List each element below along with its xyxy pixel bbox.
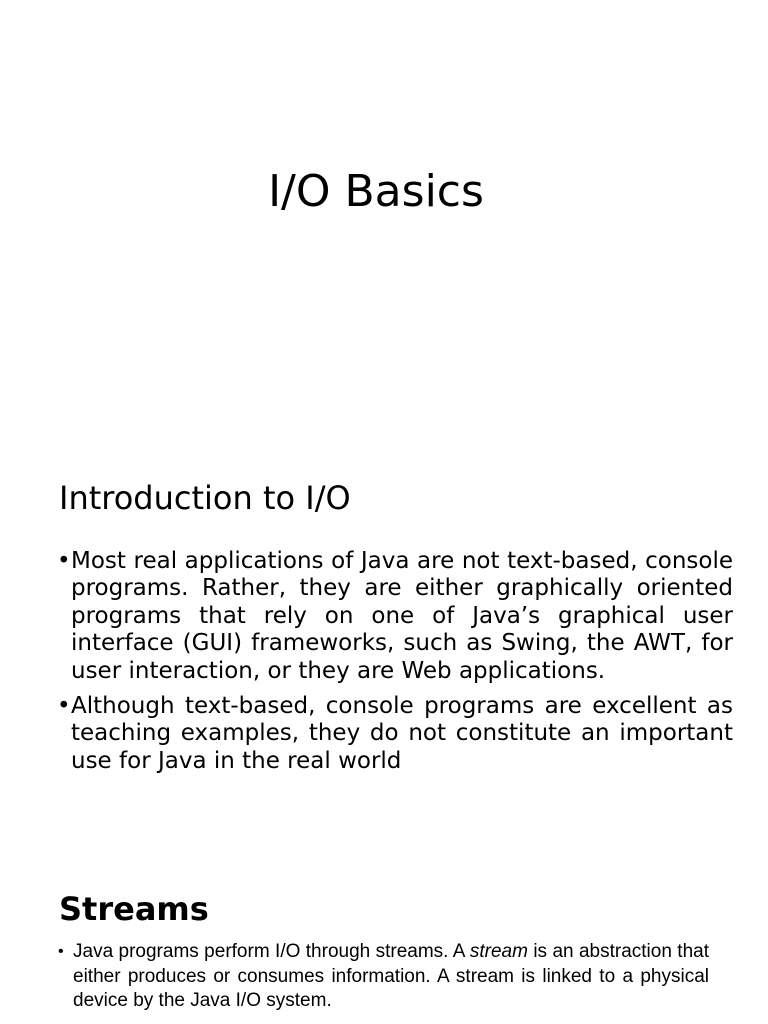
bullet-list (57, 548, 733, 783)
bullet-text-end: is an abstraction that either produces or consumes information. A stream is linked to a physical device by the Java I/O system. (73, 941, 710, 1011)
bullet-icon: • (57, 548, 71, 574)
bullet-text-start: Java programs perform I/O through streams. A (73, 941, 470, 962)
bullet-text: Although text-based, console programs are excellent as teaching examples, they do not constitute an important use for Java in the real world (71, 693, 733, 774)
slide-title-text: I/O Basics (268, 166, 484, 217)
slide-streams (0, 880, 768, 1024)
bullet-list (58, 940, 709, 1014)
bullet-icon: • (57, 693, 71, 720)
slide-heading: Introduction to I/O (59, 479, 351, 517)
bullet-item (57, 548, 733, 685)
emphasis-term: stream (469, 941, 528, 962)
bullet-item (57, 693, 733, 775)
slide-introduction (0, 470, 768, 850)
slide-heading: Streams (59, 890, 209, 928)
slide-title (0, 0, 768, 432)
bullet-icon: • (58, 943, 64, 960)
bullet-text: Most real applications of Java are not text-based, console programs. Rather, they are either graphically oriented programs that rely on one of Java’s graphical user interface (GUI) frameworks, such as Swing, the AWT, for user interaction, or they are Web applications. (71, 548, 733, 684)
bullet-item (58, 940, 709, 1014)
bullet-text (73, 941, 709, 1011)
